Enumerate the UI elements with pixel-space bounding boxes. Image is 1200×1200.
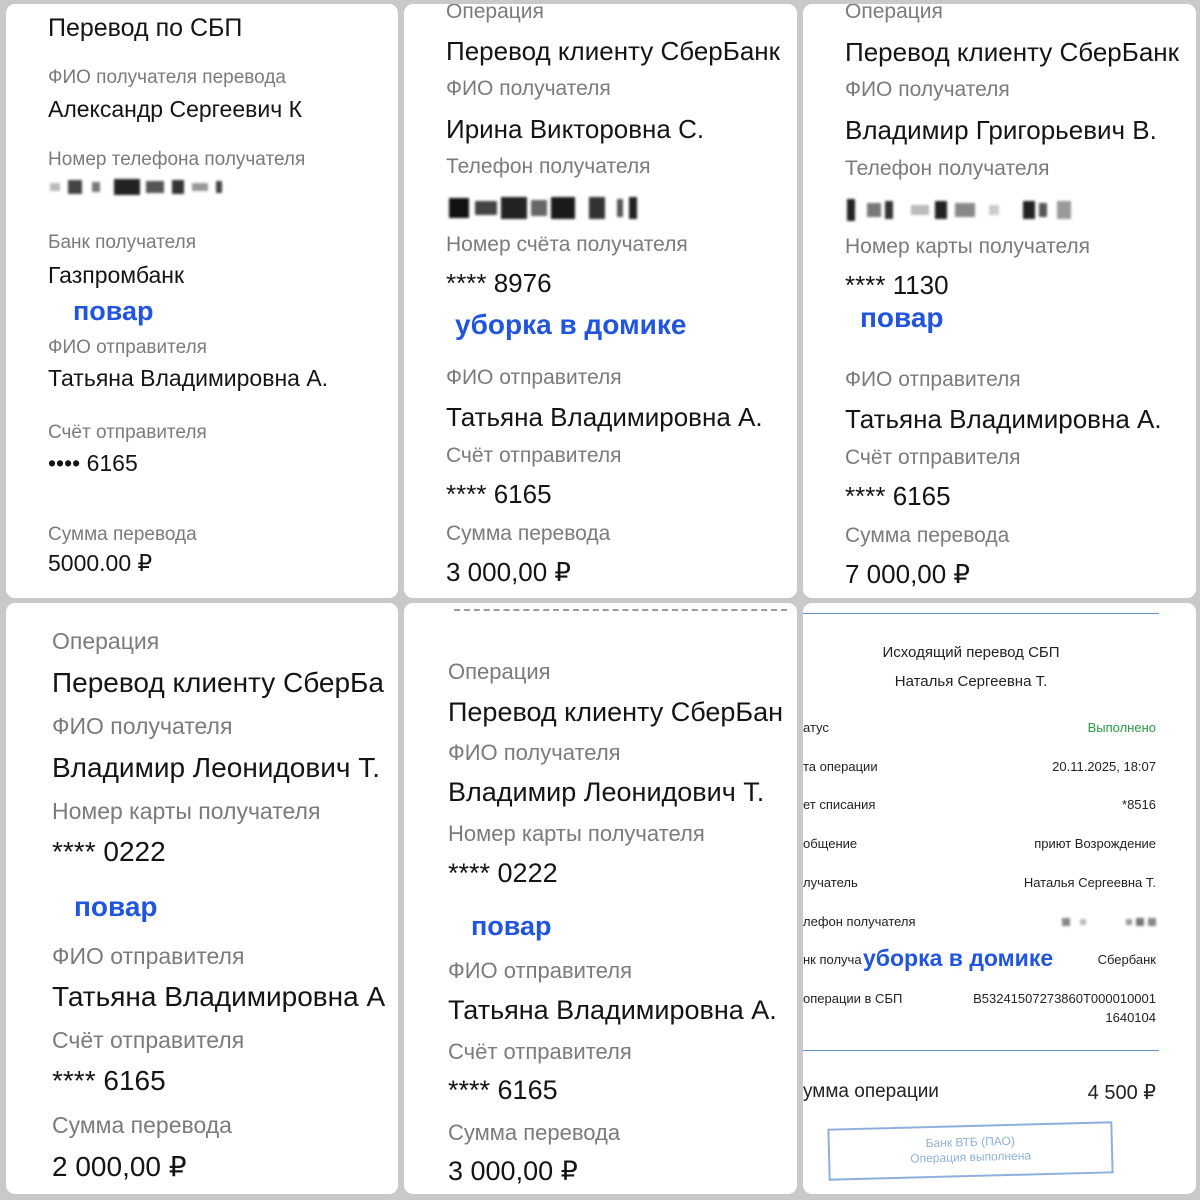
sender-name-label: ФИО отправителя — [845, 368, 1021, 391]
row-value: Сбербанк — [1097, 952, 1156, 967]
receipt-card-sber-vladimir-l-3000 — [404, 603, 797, 1194]
sender-account-label: Счёт отправителя — [845, 446, 1021, 469]
operation-title: Перевод по СБП — [48, 14, 243, 42]
status-value: Выполнено — [1087, 720, 1156, 735]
amount-label: Сумма перевода — [448, 1120, 621, 1145]
recipient-name-label: ФИО получателя — [446, 77, 611, 100]
sender-account: **** 6165 — [52, 1065, 166, 1096]
recipient-name-label: ФИО получателя перевода — [48, 67, 286, 88]
purpose-tag: повар — [860, 302, 944, 333]
amount-label: Сумма перевода — [52, 1112, 232, 1138]
recipient-name-label: ФИО получателя — [845, 78, 1010, 101]
row-value: Наталья Сергеевна Т. — [1023, 875, 1156, 890]
sender-account: •••• 6165 — [48, 450, 138, 476]
sender-name: Татьяна Владимировна А. — [845, 404, 1162, 434]
bottom-divider — [803, 1050, 1159, 1051]
recipient-card-label: Номер карты получателя — [448, 821, 705, 846]
row-key: та операции — [803, 759, 878, 774]
total-amount: 4 500 ₽ — [1087, 1082, 1156, 1104]
sender-name: Татьяна Владимировна А. — [448, 995, 777, 1025]
operation-value: Перевод клиенту СберБа — [52, 667, 385, 698]
recipient-name: Владимир Григорьевич В. — [845, 115, 1157, 145]
operation-value: Перевод клиенту СберБанк — [845, 37, 1180, 67]
recipient-account: **** 8976 — [446, 268, 552, 298]
operation-label: Операция — [446, 4, 544, 23]
dashed-divider — [454, 609, 787, 611]
amount-value: 2 000,00 ₽ — [52, 1151, 187, 1182]
recipient-card-label: Номер карты получателя — [52, 798, 321, 824]
recipient-subtitle: Наталья Сергеевна Т. — [894, 673, 1048, 690]
receipt-card-gazprombank — [6, 4, 398, 598]
sender-account-label: Счёт отправителя — [446, 444, 622, 467]
operation-label: Операция — [448, 659, 551, 684]
amount-value: 3 000,00 ₽ — [446, 557, 571, 587]
row-key: лефон получателя — [803, 914, 916, 929]
recipient-name: Владимир Леонидович Т. — [52, 752, 381, 783]
sender-account-label: Счёт отправителя — [448, 1039, 632, 1064]
receipt-title: Исходящий перевод СБП — [882, 644, 1060, 661]
sender-name-label: ФИО отправителя — [446, 366, 622, 389]
recipient-account-label: Номер счёта получателя — [446, 233, 688, 256]
receipt-card-sber-vladimir-g — [803, 4, 1196, 598]
sender-name-label: ФИО отправителя — [448, 958, 633, 983]
recipient-name: Ирина Викторовна С. — [446, 114, 705, 144]
row-key: общение — [803, 836, 858, 851]
recipient-bank: Газпромбанк — [48, 262, 185, 288]
sender-name: Татьяна Владимировна А. — [446, 402, 763, 432]
top-divider — [803, 613, 1159, 614]
receipt-card-sber-irina — [404, 4, 797, 598]
purpose-tag: повар — [74, 891, 158, 922]
recipient-name-label: ФИО получателя — [448, 740, 621, 765]
row-key: атус — [803, 720, 829, 735]
row-key: операции в СБП — [803, 991, 903, 1006]
sender-name: Татьяна Владимировна А. — [48, 365, 329, 391]
recipient-card: **** 0222 — [52, 836, 166, 867]
sender-account: **** 6165 — [448, 1075, 558, 1105]
recipient-phone-redacted — [847, 196, 1071, 224]
receipt-card-vtb — [803, 603, 1196, 1194]
recipient-card-label: Номер карты получателя — [845, 235, 1091, 258]
amount-value: 7 000,00 ₽ — [845, 559, 970, 589]
amount-label: Сумма перевода — [48, 524, 197, 545]
sender-account-label: Счёт отправителя — [48, 422, 207, 443]
operation-value: Перевод клиенту СберБан — [448, 697, 784, 727]
purpose-tag: уборка в домике — [863, 945, 1054, 971]
row-key: нк получа — [803, 952, 862, 967]
operation-label: Операция — [845, 4, 943, 23]
sender-name-label: ФИО отправителя — [52, 943, 245, 969]
recipient-name-label: ФИО получателя — [52, 713, 233, 739]
recipient-name: Владимир Леонидович Т. — [448, 777, 765, 807]
recipient-card: **** 1130 — [845, 270, 949, 300]
recipient-phone-redacted — [1062, 917, 1156, 927]
operation-label: Операция — [52, 628, 160, 654]
sender-account-label: Счёт отправителя — [52, 1027, 245, 1053]
stamp-line-1: Банк ВТБ (ПАО) — [925, 1133, 1016, 1151]
sender-account: **** 6165 — [446, 479, 552, 509]
amount-value: 3 000,00 ₽ — [448, 1156, 578, 1186]
row-value: приют Возрождение — [1034, 836, 1156, 851]
purpose-tag: повар — [471, 911, 552, 941]
recipient-phone-label: Телефон получателя — [845, 157, 1050, 180]
receipt-card-sber-vladimir-l-2000 — [6, 603, 398, 1194]
row-key: лучатель — [803, 875, 858, 890]
sender-name-label: ФИО отправителя — [48, 337, 207, 358]
sender-name: Татьяна Владимировна А — [52, 981, 386, 1012]
stamp-line-2: Операция выполнена — [910, 1148, 1032, 1166]
recipient-phone-label: Номер телефона получателя — [48, 149, 306, 170]
purpose-tag: уборка в домике — [455, 309, 687, 340]
amount-label: Сумма перевода — [845, 524, 1010, 547]
row-value: B53241507273860T000010001 — [973, 991, 1156, 1006]
recipient-card: **** 0222 — [448, 858, 558, 888]
purpose-tag: повар — [73, 296, 154, 326]
sender-account: **** 6165 — [845, 481, 951, 511]
sbp-id-continuation: 1640104 — [1105, 1010, 1156, 1025]
total-label: умма операции — [803, 1081, 939, 1102]
amount-label: Сумма перевода — [446, 522, 611, 545]
bank-stamp — [827, 1121, 1113, 1180]
row-value: 20.11.2025, 18:07 — [1052, 759, 1156, 774]
amount-value: 5000.00 ₽ — [48, 550, 153, 576]
row-value: *8516 — [1122, 797, 1156, 812]
recipient-phone-redacted — [50, 176, 222, 198]
operation-value: Перевод клиенту СберБанк — [446, 36, 781, 66]
recipient-name: Александр Сергеевич К — [48, 96, 302, 122]
row-key: ет списания — [803, 797, 876, 812]
recipient-phone-redacted — [449, 194, 637, 222]
recipient-phone-label: Телефон получателя — [446, 155, 651, 178]
recipient-bank-label: Банк получателя — [48, 232, 196, 253]
